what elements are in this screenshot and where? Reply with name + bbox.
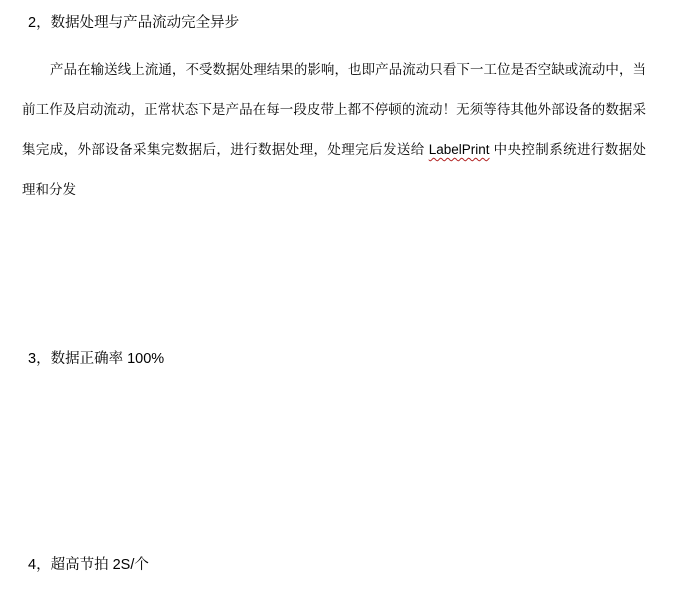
list-item-2-heading: 2，数据处理与产品流动完全异步 [28,15,240,31]
paragraph-line-2: 前工作及启动流动，正常状态下是产品在每一段皮带上都不停顿的流动！无须等待其他外部设备的数据采 [22,102,646,117]
body-paragraph [22,50,646,210]
paragraph-line-4: 理和分发 [22,182,76,197]
paragraph-line-3-text-before: 集完成，外部设备采集完数据后，进行数据处理，处理完后发送给 [22,142,429,157]
paragraph-line-1: 产品在输送线上流通，不受数据处理结果的影响，也即产品流动只看下一工位是否空缺或流动中，当 [50,62,646,77]
list-item-3-heading: 3，数据正确率 100% [28,351,165,367]
paragraph-line-3-text-after: 中央控制系统进行数据处 [489,142,646,157]
spellcheck-word-labelprint: LabelPrint [428,142,490,157]
paragraph-line-3 [22,130,646,170]
list-item-4-heading: 4，超高节拍 2S/个 [28,557,149,573]
